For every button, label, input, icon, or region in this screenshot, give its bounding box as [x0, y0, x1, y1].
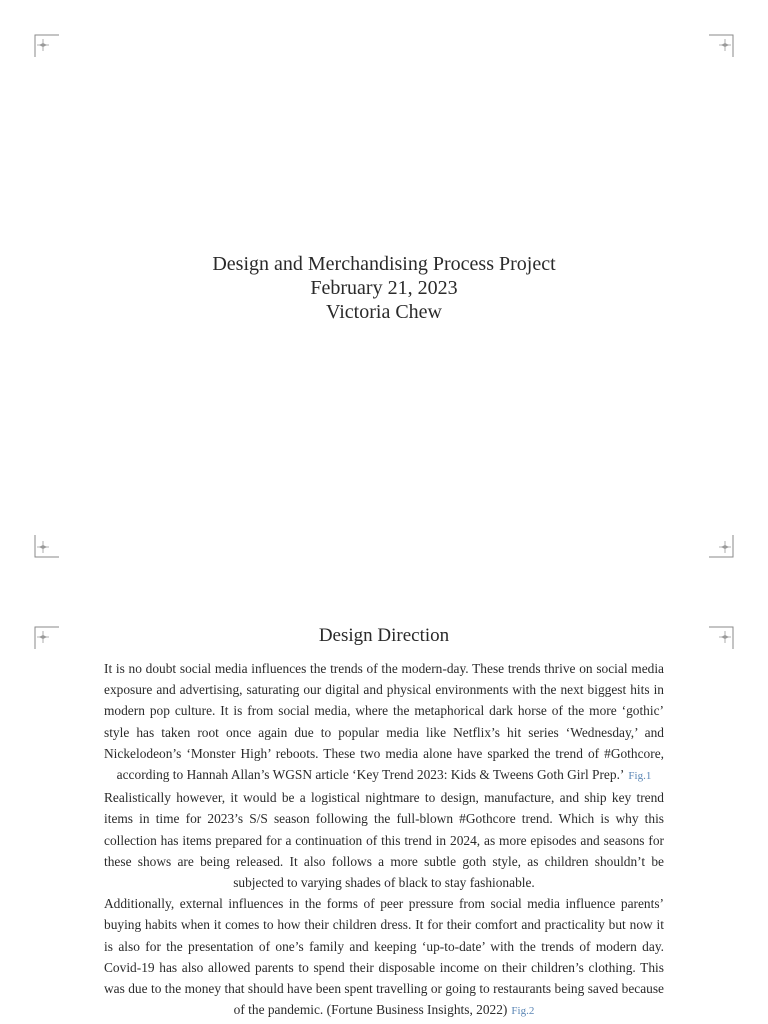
corner-ornament-icon — [34, 34, 60, 58]
body-paragraph — [104, 787, 664, 893]
body-paragraph — [104, 893, 664, 1022]
corner-ornament-icon — [708, 34, 734, 58]
document-title-bold: Project — [498, 253, 556, 275]
document-title-main: Design and Merchandising Process — [212, 253, 494, 275]
corner-ornament-icon — [34, 534, 60, 558]
paragraph-text: Additionally, external influences in the forms of peer pressure from social media influence parents’ buying habits when it comes to how their children dress. It for their comfort and practicality but now it is also for the presentation of one’s family and keeping ‘up-to-date’ with the trends of modern day. Covid-19 has also allowed parents to spend their disposable income on their children’s clothing. This was due to the money that should have been spent travelling or going to restaurants being saved because of the pandemic. (Fortune Business Insights, 2022) — [104, 896, 664, 1018]
document-author: Victoria Chew — [326, 301, 442, 323]
paragraph-text: It is no doubt social media influences the trends of the modern-day. These trends thrive on social media exposure and advertising, saturating our digital and physical environments with the next biggest hits in modern pop culture. It is from social media, where the metaphorical dark horse of the more ‘gothic’ style has taken root once again due to popular media like Netflix’s hit series ‘Wednesday,’ and Nickelodeon’s ‘Monster High’ reboots. These two media alone have sparked the trend of #Gothcore, according to Hannah Allan’s WGSN article ‘Key Trend 2023: Kids & Tweens Goth Girl Prep.’ — [104, 661, 664, 783]
corner-ornament-icon — [708, 534, 734, 558]
body-paragraph — [104, 658, 664, 787]
figure-link[interactable]: Fig.1 — [628, 770, 652, 783]
figure-link[interactable]: Fig.2 — [511, 1005, 535, 1018]
paragraph-text: Realistically however, it would be a logistical nightmare to design, manufacture, and ship key trend items in time for 2023’s S/S season following the full-blown #Gothcore trend. Which is why this collection has items prepared for a continuation of this trend in 2024, as more episodes and seasons for these shows are being released. It also follows a more subtle goth style, as children shouldn’t be subjected to varying shades of black to stay fashionable. — [104, 790, 664, 891]
section-heading: Design Direction — [318, 625, 450, 646]
section-body — [104, 658, 664, 1022]
document-date: February 21, 2023 — [310, 277, 458, 299]
cover-title-block — [0, 252, 768, 324]
document-title — [0, 252, 768, 276]
